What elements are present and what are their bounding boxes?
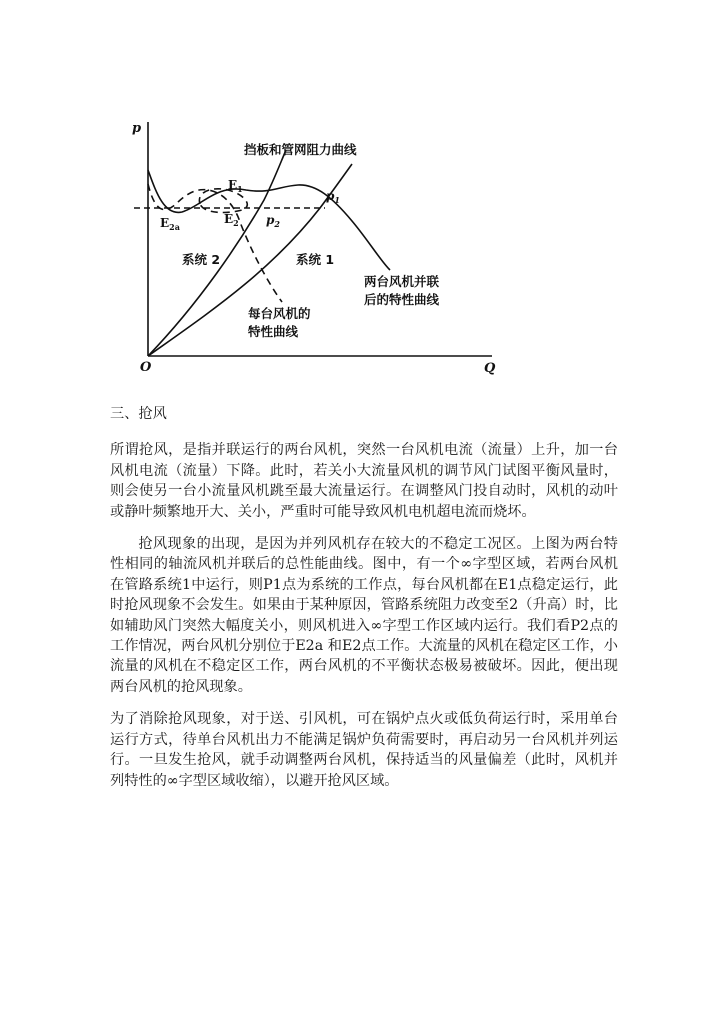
paragraph-definition: 所谓抢风，是指并联运行的两台风机，突然一台风机电流（流量）上升，加一台风机电流（流量）下降。此时，若关小大流量风机的调节风门试图平衡风量时，则会使另一台小流量风机跳至最大流量运行。在调整风门投自动时，风机的动叶或静叶频繁地开大、关小，严重时可能导致风机电机超电流而烧坏。: [110, 442, 618, 520]
parallel-curve-label-line2: 后的特性曲线: [364, 292, 440, 307]
point-p1-label: $p_1$: [326, 189, 340, 205]
system-2-label: 系统 2: [182, 252, 221, 267]
paragraph-remedy: 为了消除抢风现象，对于送、引风机，可在锅炉点火或低负荷运行时，采用单台运行方式，待单台风机出力不能满足锅炉负荷需要时，再启动另一台风机并列运行。一旦发生抢风，就手动调整两台风机，保持适当的风量偏差（此时，风机并列特性的∞字型区域收缩），以避开抢风区域。: [110, 711, 618, 789]
fan-characteristic-diagram: [120, 112, 510, 382]
resistance-curve-label: 挡板和管网阻力曲线: [244, 142, 357, 157]
parallel-curve-label-line1: 两台风机并联: [364, 274, 440, 289]
x-axis-label: Q: [484, 361, 496, 376]
point-p2-label: $p_2$: [266, 213, 280, 229]
single-fan-characteristic-curve: [148, 184, 282, 302]
origin-label: O: [140, 360, 152, 375]
article-body: [110, 404, 618, 803]
paragraph-cause: 抢风现象的出现，是因为并列风机存在较大的不稳定工况区。上图为两台特性相同的轴流风机并联后的总性能曲线。图中，有一个∞字型区域，若两台风机在管路系统1中运行，则P1点为系统的工作点，每台风机都在E1点稳定运行，此时抢风现象不会发生。如果由于某种原因，管路系统阻力改变至2（升高）时，比如辅助风门突然大幅度关小，则风机进入∞字型工作区域内运行。我们看P2点的工作情况，两台风机分别位于E2a 和E2点工作。大流量的风机在稳定区工作，小流量的风机在不稳定区工作，两台风机的不平衡状态极易被破坏。因此，便出现两台风机的抢风现象。: [110, 536, 618, 695]
section-title: 三、抢风: [110, 406, 167, 422]
point-e2-label: $E_2$: [224, 212, 239, 228]
y-axis-label: p: [132, 121, 142, 136]
single-fan-label-line2: 特性曲线: [248, 324, 299, 339]
point-e2a-label: $E_{2a}$: [160, 216, 180, 232]
point-e1-label: $E_1$: [228, 178, 243, 194]
fan-characteristic-figure: [120, 112, 510, 382]
single-fan-label-line1: 每台风机的: [248, 306, 311, 321]
system-1-label: 系统 1: [296, 252, 335, 267]
